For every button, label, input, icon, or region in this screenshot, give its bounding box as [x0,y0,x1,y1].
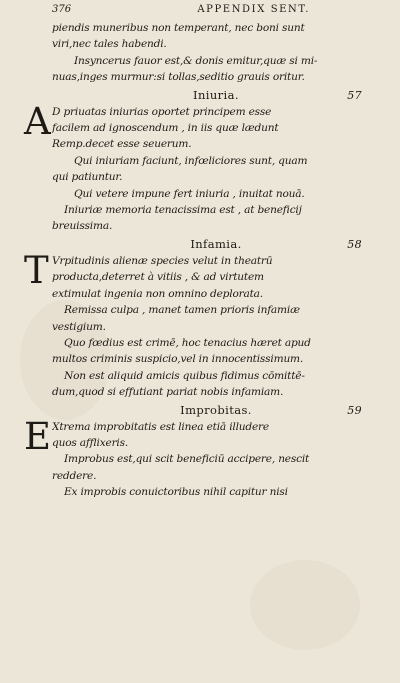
text-line: producta,deterret à vitiis , & ad virtutem [52,271,264,284]
section-heading-improbitas [52,402,380,419]
section-heading-iniuria [52,87,380,104]
text-line: breuissima. [52,220,113,233]
text-line: nuas,inges murmur:si tollas,seditio grauis oritur. [52,71,305,84]
section-improbitas [24,414,380,501]
text-line: Insyncerus fauor est,& donis emitur,quæ si mi- [74,54,318,67]
section-number: 58 [347,237,362,251]
text-line: Remissa culpa , manet tamen prioris infamiæ [64,304,300,317]
section-number: 57 [347,88,362,102]
text-line: qui patiuntur. [52,171,123,184]
section-title: Iniuria. [193,87,239,102]
text-line: dum,quod si effutiant pariat nobis infamiam. [52,386,284,399]
text-line: piendis muneribus non temperant, nec boni sunt [52,22,305,34]
text-line: viri,nec tales habendi. [52,38,167,51]
text-line: Vrpitudinis alienæ species velut in theatrū [52,254,273,267]
text-line: Remp.decet esse seuerum. [52,138,192,151]
text-line: multos criminis suspicio,vel in innocentissimum. [52,353,304,366]
text-line: Quo fœdius est crimē, hoc tenacius hæret apud [64,336,311,349]
drop-cap: E [24,414,52,458]
text-line: facilem ad ignoscendum , in iis quæ lædunt [52,122,279,135]
text-line: extimulat ingenia non omnino deplorata. [52,287,263,300]
section-title: Improbitas. [180,402,252,417]
section-number: 59 [347,403,362,417]
text-block [24,4,380,501]
text-line: Xtrema improbitatis est linea etiā illudere [52,420,269,433]
section-title: Infamia. [190,236,242,251]
text-line: Iniuriæ memoria tenacissima est , at beneficij [64,204,302,217]
section-infamia [24,248,380,401]
text-line: quos afflixeris. [52,436,129,449]
text-line: Ex improbis conuictoribus nihil capitur nisi [64,486,288,499]
page-number: 376 [52,4,72,15]
text-line: reddere. [52,469,97,482]
text-line: D priuatas iniurias oportet principem esse [52,105,272,118]
text-line: Qui vetere impune fert iniuria , inuitat nouā. [74,187,305,200]
section-iniuria [24,99,380,235]
running-header [52,4,380,18]
paper-stain [250,560,360,650]
running-title: APPENDIX SENT. [197,4,310,15]
text-line: Non est aliquid amicis quibus fidimus cōmittē- [64,369,305,382]
section-heading-infamia [52,236,380,253]
text-line: Qui iniuriam faciunt, infœliciores sunt, quam [74,154,308,167]
text-line: vestigium. [52,320,106,333]
drop-cap: T [24,248,49,292]
text-line: Improbus est,qui scit beneficiū accipere, nescit [64,453,310,466]
drop-cap: A [24,99,51,143]
